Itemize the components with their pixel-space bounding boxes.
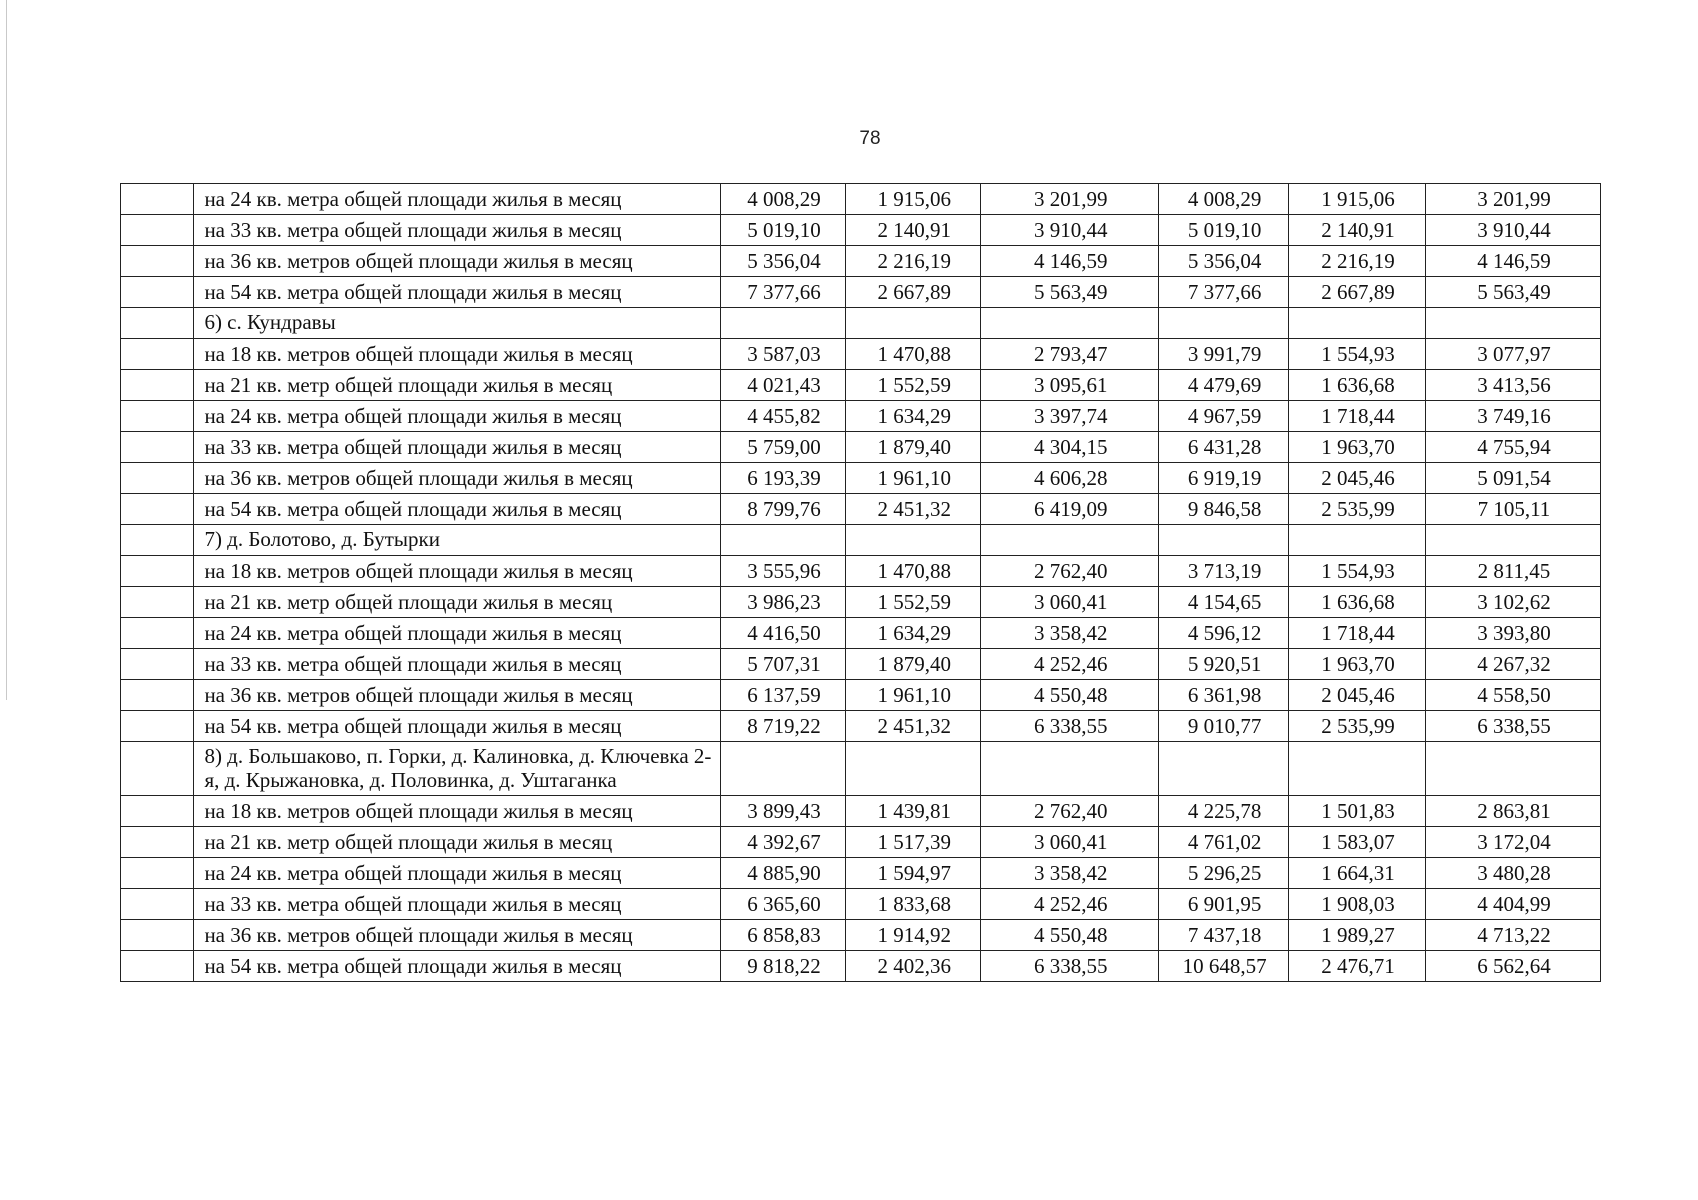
row-index-cell xyxy=(121,463,194,494)
value-cell-2: 1 914,92 xyxy=(846,920,981,951)
value-cell-3: 4 550,48 xyxy=(981,920,1159,951)
row-index-cell xyxy=(121,525,194,556)
section-heading-row xyxy=(121,308,1601,339)
row-label: на 36 кв. метров общей площади жилья в месяц xyxy=(194,246,720,277)
empty-cell xyxy=(846,525,981,556)
value-cell-1: 3 555,96 xyxy=(720,556,846,587)
value-cell-6: 4 755,94 xyxy=(1425,432,1600,463)
row-index-cell xyxy=(121,680,194,711)
value-cell-4: 7 377,66 xyxy=(1159,277,1289,308)
empty-cell xyxy=(1159,525,1289,556)
value-cell-4: 6 919,19 xyxy=(1159,463,1289,494)
table-row xyxy=(121,494,1601,525)
row-index-cell xyxy=(121,951,194,982)
value-cell-3: 3 397,74 xyxy=(981,401,1159,432)
section-heading: 8) д. Большаково, п. Горки, д. Калиновка, д. Ключевка 2-я, д. Крыжановка, д. Половинка, д. Уштаганка xyxy=(194,742,720,796)
value-cell-5: 2 045,46 xyxy=(1289,680,1426,711)
value-cell-4: 6 431,28 xyxy=(1159,432,1289,463)
value-cell-5: 1 664,31 xyxy=(1289,858,1426,889)
row-label: на 24 кв. метра общей площади жилья в месяц xyxy=(194,618,720,649)
value-cell-5: 1 989,27 xyxy=(1289,920,1426,951)
value-cell-6: 3 393,80 xyxy=(1425,618,1600,649)
value-cell-2: 1 915,06 xyxy=(846,184,981,215)
value-cell-3: 4 252,46 xyxy=(981,889,1159,920)
row-label: на 54 кв. метра общей площади жилья в месяц xyxy=(194,711,720,742)
value-cell-1: 4 008,29 xyxy=(720,184,846,215)
empty-cell xyxy=(720,308,846,339)
value-cell-6: 4 558,50 xyxy=(1425,680,1600,711)
value-cell-1: 4 416,50 xyxy=(720,618,846,649)
row-index-cell xyxy=(121,796,194,827)
value-cell-2: 1 439,81 xyxy=(846,796,981,827)
row-label: на 33 кв. метра общей площади жилья в месяц xyxy=(194,215,720,246)
table-row xyxy=(121,951,1601,982)
row-index-cell xyxy=(121,587,194,618)
value-cell-3: 3 358,42 xyxy=(981,858,1159,889)
value-cell-6: 2 811,45 xyxy=(1425,556,1600,587)
row-label: на 33 кв. метра общей площади жилья в месяц xyxy=(194,432,720,463)
table-row xyxy=(121,920,1601,951)
value-cell-1: 8 719,22 xyxy=(720,711,846,742)
value-cell-6: 2 863,81 xyxy=(1425,796,1600,827)
value-cell-6: 3 201,99 xyxy=(1425,184,1600,215)
empty-cell xyxy=(720,525,846,556)
table-row xyxy=(121,680,1601,711)
value-cell-3: 2 793,47 xyxy=(981,339,1159,370)
empty-cell xyxy=(1159,308,1289,339)
value-cell-5: 2 476,71 xyxy=(1289,951,1426,982)
value-cell-5: 1 915,06 xyxy=(1289,184,1426,215)
value-cell-5: 1 963,70 xyxy=(1289,432,1426,463)
value-cell-4: 4 761,02 xyxy=(1159,827,1289,858)
value-cell-6: 3 480,28 xyxy=(1425,858,1600,889)
value-cell-6: 3 413,56 xyxy=(1425,370,1600,401)
row-index-cell xyxy=(121,308,194,339)
row-index-cell xyxy=(121,920,194,951)
value-cell-4: 6 901,95 xyxy=(1159,889,1289,920)
table-row xyxy=(121,827,1601,858)
value-cell-4: 4 225,78 xyxy=(1159,796,1289,827)
table-row xyxy=(121,339,1601,370)
row-label: на 24 кв. метра общей площади жилья в месяц xyxy=(194,858,720,889)
row-index-cell xyxy=(121,401,194,432)
value-cell-2: 2 140,91 xyxy=(846,215,981,246)
empty-cell xyxy=(846,308,981,339)
empty-cell xyxy=(1425,742,1600,796)
value-cell-4: 7 437,18 xyxy=(1159,920,1289,951)
value-cell-6: 3 910,44 xyxy=(1425,215,1600,246)
table-row xyxy=(121,370,1601,401)
value-cell-4: 3 991,79 xyxy=(1159,339,1289,370)
value-cell-1: 4 392,67 xyxy=(720,827,846,858)
value-cell-4: 5 019,10 xyxy=(1159,215,1289,246)
empty-cell xyxy=(1289,742,1426,796)
value-cell-3: 3 910,44 xyxy=(981,215,1159,246)
value-cell-1: 3 587,03 xyxy=(720,339,846,370)
table-row xyxy=(121,556,1601,587)
value-cell-2: 1 634,29 xyxy=(846,401,981,432)
value-cell-5: 1 583,07 xyxy=(1289,827,1426,858)
row-index-cell xyxy=(121,556,194,587)
value-cell-4: 5 356,04 xyxy=(1159,246,1289,277)
row-label: на 36 кв. метров общей площади жилья в месяц xyxy=(194,920,720,951)
value-cell-1: 9 818,22 xyxy=(720,951,846,982)
value-cell-4: 4 479,69 xyxy=(1159,370,1289,401)
value-cell-3: 3 358,42 xyxy=(981,618,1159,649)
value-cell-5: 1 554,93 xyxy=(1289,339,1426,370)
value-cell-3: 6 338,55 xyxy=(981,711,1159,742)
value-cell-1: 5 759,00 xyxy=(720,432,846,463)
value-cell-1: 6 858,83 xyxy=(720,920,846,951)
row-index-cell xyxy=(121,432,194,463)
value-cell-2: 1 833,68 xyxy=(846,889,981,920)
row-label: на 36 кв. метров общей площади жилья в месяц xyxy=(194,463,720,494)
value-cell-3: 3 095,61 xyxy=(981,370,1159,401)
row-index-cell xyxy=(121,494,194,525)
row-index-cell xyxy=(121,827,194,858)
row-index-cell xyxy=(121,742,194,796)
row-index-cell xyxy=(121,339,194,370)
page-number: 78 xyxy=(859,128,881,149)
value-cell-5: 1 963,70 xyxy=(1289,649,1426,680)
section-heading: 7) д. Болотово, д. Бутырки xyxy=(194,525,720,556)
empty-cell xyxy=(1289,525,1426,556)
empty-cell xyxy=(1289,308,1426,339)
empty-cell xyxy=(1425,525,1600,556)
value-cell-6: 4 146,59 xyxy=(1425,246,1600,277)
value-cell-2: 1 470,88 xyxy=(846,556,981,587)
value-cell-2: 2 667,89 xyxy=(846,277,981,308)
value-cell-2: 2 451,32 xyxy=(846,711,981,742)
value-cell-5: 1 718,44 xyxy=(1289,401,1426,432)
value-cell-5: 2 667,89 xyxy=(1289,277,1426,308)
value-cell-4: 9 846,58 xyxy=(1159,494,1289,525)
value-cell-5: 2 535,99 xyxy=(1289,494,1426,525)
value-cell-1: 5 019,10 xyxy=(720,215,846,246)
section-heading: 6) с. Кундравы xyxy=(194,308,720,339)
row-label: на 21 кв. метр общей площади жилья в месяц xyxy=(194,827,720,858)
row-index-cell xyxy=(121,649,194,680)
value-cell-4: 9 010,77 xyxy=(1159,711,1289,742)
table-row xyxy=(121,246,1601,277)
row-index-cell xyxy=(121,618,194,649)
value-cell-1: 3 899,43 xyxy=(720,796,846,827)
row-label: на 33 кв. метра общей площади жилья в месяц xyxy=(194,649,720,680)
value-cell-1: 4 885,90 xyxy=(720,858,846,889)
row-label: на 33 кв. метра общей площади жилья в месяц xyxy=(194,889,720,920)
row-index-cell xyxy=(121,184,194,215)
table-row xyxy=(121,618,1601,649)
value-cell-4: 3 713,19 xyxy=(1159,556,1289,587)
table-row xyxy=(121,649,1601,680)
value-cell-2: 1 634,29 xyxy=(846,618,981,649)
table-row xyxy=(121,858,1601,889)
value-cell-2: 1 961,10 xyxy=(846,463,981,494)
empty-cell xyxy=(981,525,1159,556)
value-cell-3: 5 563,49 xyxy=(981,277,1159,308)
value-cell-3: 6 419,09 xyxy=(981,494,1159,525)
value-cell-6: 4 267,32 xyxy=(1425,649,1600,680)
value-cell-2: 1 517,39 xyxy=(846,827,981,858)
section-heading-row xyxy=(121,742,1601,796)
value-cell-5: 2 045,46 xyxy=(1289,463,1426,494)
row-index-cell xyxy=(121,711,194,742)
value-cell-6: 3 102,62 xyxy=(1425,587,1600,618)
table-row xyxy=(121,587,1601,618)
row-label: на 18 кв. метров общей площади жилья в месяц xyxy=(194,556,720,587)
value-cell-5: 1 908,03 xyxy=(1289,889,1426,920)
value-cell-1: 6 365,60 xyxy=(720,889,846,920)
value-cell-1: 7 377,66 xyxy=(720,277,846,308)
value-cell-2: 1 594,97 xyxy=(846,858,981,889)
row-label: на 36 кв. метров общей площади жилья в месяц xyxy=(194,680,720,711)
row-index-cell xyxy=(121,277,194,308)
table-row xyxy=(121,184,1601,215)
value-cell-3: 4 146,59 xyxy=(981,246,1159,277)
value-cell-2: 1 879,40 xyxy=(846,432,981,463)
empty-cell xyxy=(1159,742,1289,796)
row-label: на 24 кв. метра общей площади жилья в месяц xyxy=(194,184,720,215)
value-cell-2: 1 961,10 xyxy=(846,680,981,711)
value-cell-5: 1 636,68 xyxy=(1289,587,1426,618)
value-cell-4: 4 967,59 xyxy=(1159,401,1289,432)
value-cell-5: 1 554,93 xyxy=(1289,556,1426,587)
value-cell-3: 3 060,41 xyxy=(981,827,1159,858)
value-cell-4: 6 361,98 xyxy=(1159,680,1289,711)
value-cell-4: 4 596,12 xyxy=(1159,618,1289,649)
value-cell-1: 4 021,43 xyxy=(720,370,846,401)
value-cell-1: 5 356,04 xyxy=(720,246,846,277)
section-heading-row xyxy=(121,525,1601,556)
row-label: на 54 кв. метра общей площади жилья в месяц xyxy=(194,277,720,308)
value-cell-2: 1 879,40 xyxy=(846,649,981,680)
row-index-cell xyxy=(121,889,194,920)
value-cell-4: 4 154,65 xyxy=(1159,587,1289,618)
table-row xyxy=(121,215,1601,246)
value-cell-3: 3 060,41 xyxy=(981,587,1159,618)
value-cell-4: 5 296,25 xyxy=(1159,858,1289,889)
value-cell-6: 3 749,16 xyxy=(1425,401,1600,432)
tariff-table xyxy=(120,183,1601,982)
row-index-cell xyxy=(121,370,194,401)
value-cell-1: 5 707,31 xyxy=(720,649,846,680)
value-cell-5: 2 140,91 xyxy=(1289,215,1426,246)
table-row xyxy=(121,277,1601,308)
row-label: на 21 кв. метр общей площади жилья в месяц xyxy=(194,370,720,401)
tariff-table-body xyxy=(121,184,1601,982)
table-row xyxy=(121,432,1601,463)
row-index-cell xyxy=(121,215,194,246)
value-cell-5: 2 216,19 xyxy=(1289,246,1426,277)
empty-cell xyxy=(1425,308,1600,339)
row-label: на 18 кв. метров общей площади жилья в месяц xyxy=(194,339,720,370)
value-cell-2: 2 451,32 xyxy=(846,494,981,525)
empty-cell xyxy=(846,742,981,796)
row-label: на 18 кв. метров общей площади жилья в месяц xyxy=(194,796,720,827)
value-cell-3: 6 338,55 xyxy=(981,951,1159,982)
table-row xyxy=(121,889,1601,920)
value-cell-5: 1 501,83 xyxy=(1289,796,1426,827)
row-index-cell xyxy=(121,858,194,889)
value-cell-6: 4 404,99 xyxy=(1425,889,1600,920)
value-cell-6: 7 105,11 xyxy=(1425,494,1600,525)
table-row xyxy=(121,796,1601,827)
value-cell-6: 6 562,64 xyxy=(1425,951,1600,982)
value-cell-2: 1 552,59 xyxy=(846,370,981,401)
value-cell-1: 6 193,39 xyxy=(720,463,846,494)
value-cell-5: 1 636,68 xyxy=(1289,370,1426,401)
row-label: на 21 кв. метр общей площади жилья в месяц xyxy=(194,587,720,618)
table-row xyxy=(121,401,1601,432)
row-label: на 54 кв. метра общей площади жилья в месяц xyxy=(194,951,720,982)
value-cell-4: 5 920,51 xyxy=(1159,649,1289,680)
value-cell-1: 4 455,82 xyxy=(720,401,846,432)
row-label: на 54 кв. метра общей площади жилья в месяц xyxy=(194,494,720,525)
value-cell-5: 1 718,44 xyxy=(1289,618,1426,649)
value-cell-3: 4 252,46 xyxy=(981,649,1159,680)
value-cell-2: 2 402,36 xyxy=(846,951,981,982)
empty-cell xyxy=(720,742,846,796)
row-index-cell xyxy=(121,246,194,277)
value-cell-3: 4 606,28 xyxy=(981,463,1159,494)
value-cell-3: 4 304,15 xyxy=(981,432,1159,463)
value-cell-1: 3 986,23 xyxy=(720,587,846,618)
value-cell-4: 10 648,57 xyxy=(1159,951,1289,982)
value-cell-2: 1 470,88 xyxy=(846,339,981,370)
value-cell-6: 5 091,54 xyxy=(1425,463,1600,494)
value-cell-6: 6 338,55 xyxy=(1425,711,1600,742)
value-cell-3: 3 201,99 xyxy=(981,184,1159,215)
row-label: на 24 кв. метра общей площади жилья в месяц xyxy=(194,401,720,432)
value-cell-2: 2 216,19 xyxy=(846,246,981,277)
value-cell-1: 8 799,76 xyxy=(720,494,846,525)
value-cell-4: 4 008,29 xyxy=(1159,184,1289,215)
value-cell-6: 3 077,97 xyxy=(1425,339,1600,370)
empty-cell xyxy=(981,742,1159,796)
table-row xyxy=(121,711,1601,742)
empty-cell xyxy=(981,308,1159,339)
value-cell-3: 2 762,40 xyxy=(981,556,1159,587)
value-cell-5: 2 535,99 xyxy=(1289,711,1426,742)
scan-edge-line xyxy=(6,0,7,700)
value-cell-6: 3 172,04 xyxy=(1425,827,1600,858)
value-cell-6: 5 563,49 xyxy=(1425,277,1600,308)
value-cell-3: 2 762,40 xyxy=(981,796,1159,827)
table-row xyxy=(121,463,1601,494)
value-cell-1: 6 137,59 xyxy=(720,680,846,711)
value-cell-6: 4 713,22 xyxy=(1425,920,1600,951)
value-cell-2: 1 552,59 xyxy=(846,587,981,618)
value-cell-3: 4 550,48 xyxy=(981,680,1159,711)
